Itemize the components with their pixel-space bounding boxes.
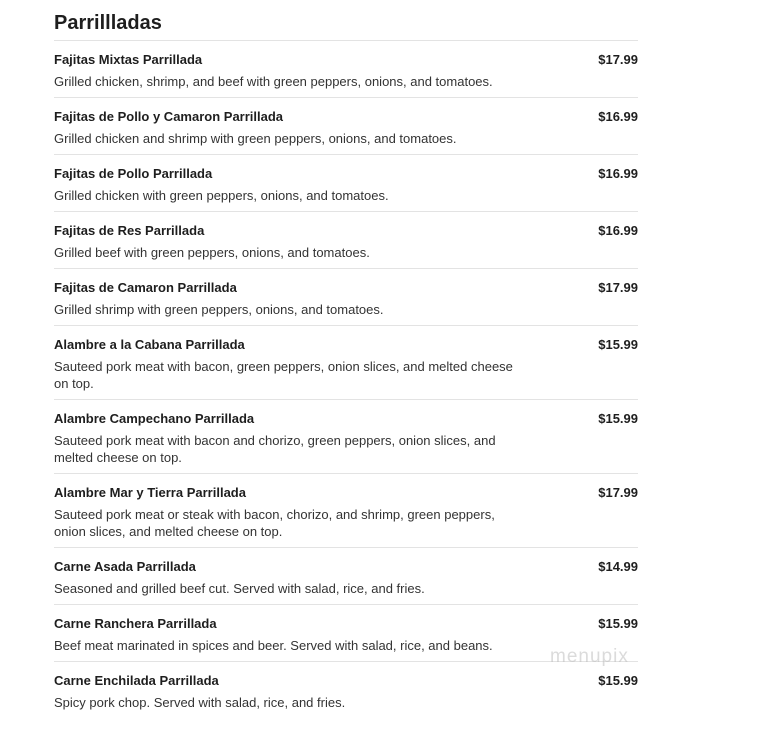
menu-item[interactable]: [54, 548, 638, 605]
item-name: Alambre Campechano Parrillada: [54, 411, 255, 426]
item-price: $14.99: [598, 559, 638, 574]
item-price: $16.99: [598, 223, 638, 238]
item-price: $16.99: [598, 109, 638, 124]
menu-item[interactable]: [54, 326, 638, 400]
item-price: $17.99: [598, 280, 638, 295]
item-name: Carne Enchilada Parrillada: [54, 673, 219, 688]
item-description: Beef meat marinated in spices and beer. Served with salad, rice, and beans.: [54, 638, 493, 653]
menu-item[interactable]: [54, 41, 638, 98]
item-name: Carne Ranchera Parrillada: [54, 616, 217, 631]
menu-item[interactable]: [54, 400, 638, 474]
item-description: Sauteed pork meat or steak with bacon, chorizo, and shrimp, green peppers, onion slices, and melted cheese on top.: [54, 507, 495, 539]
item-description: Sauteed pork meat with bacon and chorizo, green peppers, onion slices, and melted cheese on top.: [54, 433, 496, 465]
watermark-logo: menupix: [550, 646, 629, 667]
item-price: $15.99: [598, 337, 638, 352]
menu-item[interactable]: [54, 269, 638, 326]
item-description: Grilled beef with green peppers, onions, and tomatoes.: [54, 245, 370, 260]
item-name: Fajitas de Pollo Parrillada: [54, 166, 213, 181]
item-name: Fajitas de Res Parrillada: [54, 223, 205, 238]
menu-item[interactable]: [54, 662, 638, 718]
item-price: $16.99: [598, 166, 638, 181]
item-price: $17.99: [598, 485, 638, 500]
item-name: Carne Asada Parrillada: [54, 559, 196, 574]
item-description: Grilled chicken with green peppers, onions, and tomatoes.: [54, 188, 389, 203]
item-name: Alambre Mar y Tierra Parrillada: [54, 485, 246, 500]
menu-item[interactable]: [54, 474, 638, 548]
menu-item[interactable]: [54, 212, 638, 269]
item-name: Fajitas de Camaron Parrillada: [54, 280, 237, 295]
item-description: Spicy pork chop. Served with salad, rice, and fries.: [54, 695, 346, 710]
item-description: Seasoned and grilled beef cut. Served with salad, rice, and fries.: [54, 581, 425, 596]
item-price: $17.99: [598, 52, 638, 67]
menu-item[interactable]: [54, 155, 638, 212]
menu-item[interactable]: [54, 98, 638, 155]
item-price: $15.99: [598, 673, 638, 688]
item-description: Grilled shrimp with green peppers, onions, and tomatoes.: [54, 302, 384, 317]
menu-section: [54, 10, 638, 718]
item-name: Fajitas de Pollo y Camaron Parrillada: [54, 109, 284, 124]
item-description: Grilled chicken and shrimp with green peppers, onions, and tomatoes.: [54, 131, 457, 146]
item-name: Alambre a la Cabana Parrillada: [54, 337, 245, 352]
section-title: Parrillladas: [54, 10, 638, 41]
item-description: Sauteed pork meat with bacon, green peppers, onion slices, and melted cheese on top.: [54, 359, 513, 391]
item-name: Fajitas Mixtas Parrillada: [54, 52, 203, 67]
item-description: Grilled chicken, shrimp, and beef with green peppers, onions, and tomatoes.: [54, 74, 493, 89]
item-price: $15.99: [598, 616, 638, 631]
item-price: $15.99: [598, 411, 638, 426]
menu-item[interactable]: [54, 605, 638, 662]
